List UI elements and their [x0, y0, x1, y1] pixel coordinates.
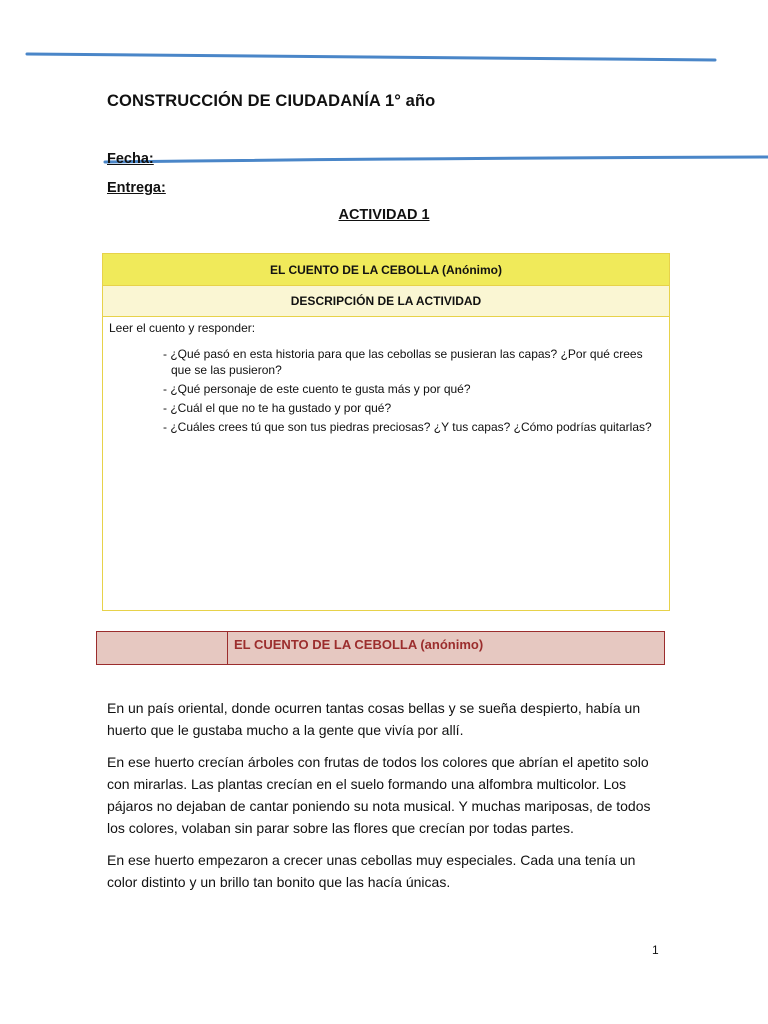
story-paragraph: En un país oriental, donde ocurren tantas cosas bellas y se sueña despierto, había un huerto que le gustaba mucho a la gente que vivía por allí. — [107, 700, 641, 738]
story-text — [107, 697, 667, 903]
fecha-label: Fecha: — [107, 151, 154, 167]
top-blue-line — [27, 54, 715, 60]
story-paragraph: En ese huerto crecían árboles con frutas de todos los colores que abrían el apetito solo con mirarlas. Las plantas crecían en el suelo formando una alfombra multicolor. Los pájaros no dejaban de cantar poniendo su nota musical. Y muchas mariposas, de todos los colores, volaban sin parar sobre las flores que crecían por todas partes. — [107, 754, 651, 836]
question-list — [109, 346, 663, 435]
story-header-empty-cell — [97, 632, 228, 664]
activity-heading: EL CUENTO DE LA CEBOLLA (Anónimo) — [103, 254, 669, 286]
activity-subheading: DESCRIPCIÓN DE LA ACTIVIDAD — [103, 286, 669, 317]
question-item: - ¿Qué pasó en esta historia para que las cebollas se pusieran las capas? ¿Por qué crees que se las pusieron? — [163, 347, 643, 377]
fecha-strike-line — [105, 157, 768, 162]
question-item: - ¿Cuál el que no te ha gustado y por qué? — [163, 401, 392, 415]
activity-body — [103, 317, 669, 441]
activity-intro: Leer el cuento y responder: — [109, 321, 256, 335]
page-title: CONSTRUCCIÓN DE CIUDADANÍA 1° año — [107, 92, 436, 110]
story-header-title: EL CUENTO DE LA CEBOLLA (anónimo) — [234, 637, 484, 652]
page-number: 1 — [652, 943, 659, 957]
entrega-label: Entrega: — [107, 180, 166, 196]
story-paragraph: En ese huerto empezaron a crecer unas cebollas muy especiales. Cada una tenía un color distinto y un brillo tan bonito que las hacía únicas. — [107, 852, 636, 890]
question-item: - ¿Cuáles crees tú que son tus piedras preciosas? ¿Y tus capas? ¿Cómo podrías quitarlas? — [163, 420, 652, 434]
activity-box — [102, 253, 670, 611]
actividad-title: ACTIVIDAD 1 — [338, 207, 430, 223]
story-header-table — [96, 631, 665, 665]
question-item: - ¿Qué personaje de este cuento te gusta más y por qué? — [163, 382, 471, 396]
